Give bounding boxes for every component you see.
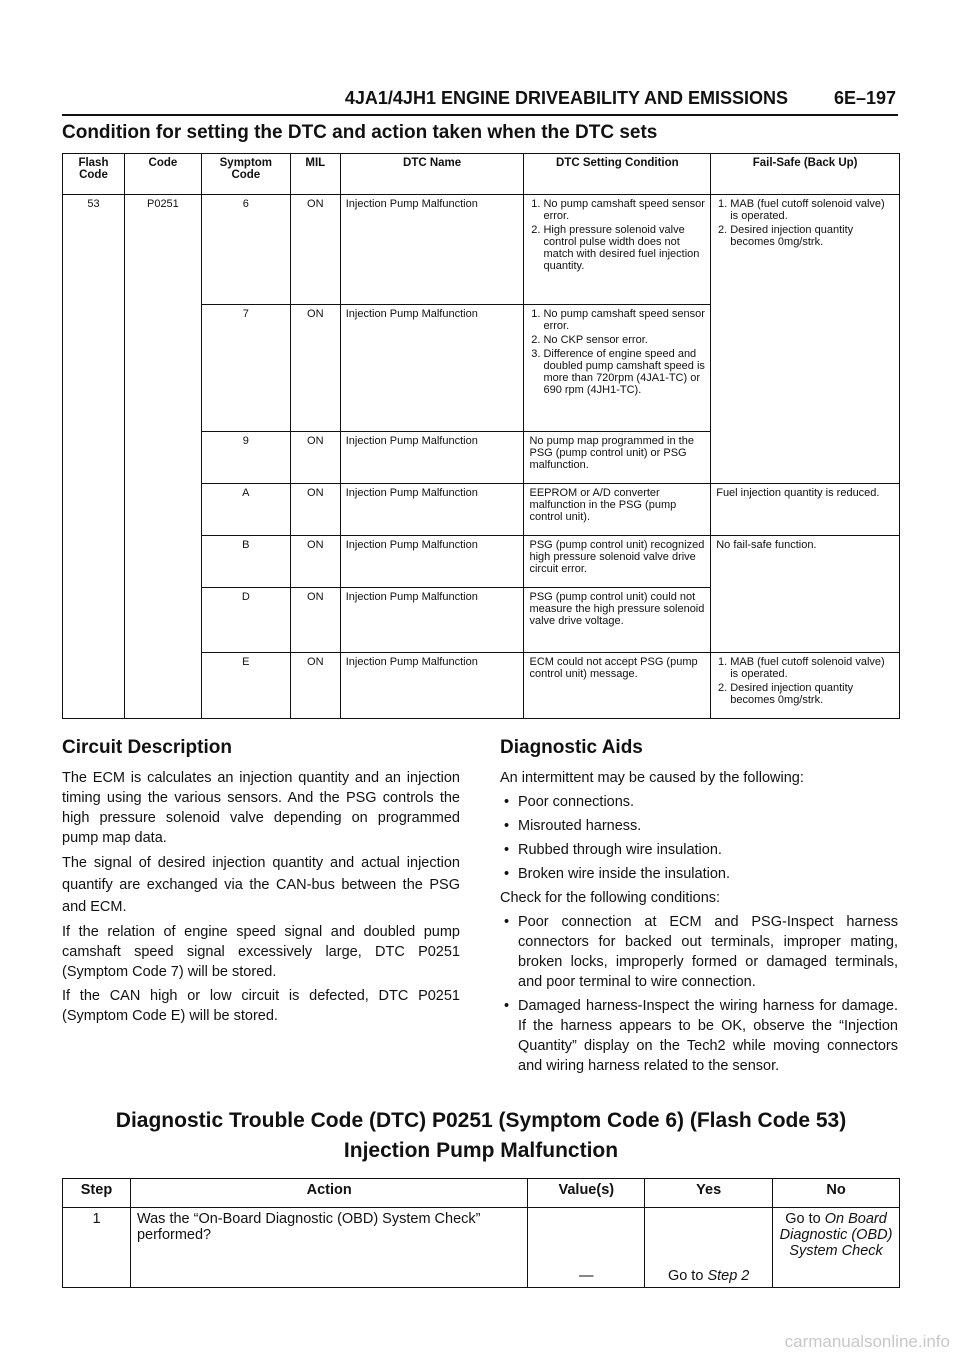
action-cell: Was the “On-Board Diagnostic (OBD) System Check” performed? (130, 1208, 527, 1288)
symptom-cell: B (201, 536, 290, 588)
table-row (63, 1208, 900, 1288)
condition-cell (524, 305, 711, 432)
condition-item: 3. Difference of engine speed and doubled pump camshaft speed is more than 720rpm (4JA1-TC) or 690 rpm (4JH1-TC). (543, 348, 705, 396)
paragraph: If the relation of engine speed signal and doubled pump camshaft speed signal excessively large, DTC P0251 (Symptom Code 7) will be stored. (62, 924, 460, 980)
list-item: • Damaged harness-Inspect the wiring harness for damage. If the harness appears to be OK, observe the “Injection Quantity” display on the Tech2 while moving connectors and wiring harness related to the sensor. (500, 996, 898, 1076)
condition-item: 2. No CKP sensor error. (543, 334, 705, 346)
dtc-name-cell: Injection Pump Malfunction (340, 305, 524, 432)
flash-code-cell: 53 (63, 195, 125, 719)
header-title: 4JA1/4JH1 ENGINE DRIVEABILITY AND EMISSIONS (344, 88, 788, 108)
list-item: • Misrouted harness. (500, 816, 898, 836)
col-values: Value(s) (528, 1179, 645, 1208)
table-header-row (63, 154, 900, 195)
paragraph: If the CAN high or low circuit is defected, DTC P0251 (Symptom Code E) will be stored. (62, 988, 460, 1024)
condition-item: 1. No pump camshaft speed sensor error. (543, 198, 705, 222)
watermark: carmanualsonline.info (784, 1332, 950, 1351)
table-header-row (63, 1179, 900, 1208)
step-cell: 1 (63, 1208, 131, 1288)
mil-cell: ON (290, 536, 340, 588)
list-item: • Rubbed through wire insulation. (500, 840, 898, 860)
dtc-name-cell: Injection Pump Malfunction (340, 536, 524, 588)
dtc-name-cell: Injection Pump Malfunction (340, 588, 524, 653)
condition-item: 1. No pump camshaft speed sensor error. (543, 308, 705, 332)
circuit-heading: Circuit Description (62, 737, 232, 758)
failsafe-item: 1. MAB (fuel cutoff solenoid valve) is operated. (730, 656, 894, 680)
dtc-title-line2: Injection Pump Malfunction (343, 1139, 619, 1162)
checks-list (500, 912, 898, 1076)
no-prefix: Go to (785, 1211, 825, 1227)
condition-cell: No pump map programmed in the PSG (pump control unit) or PSG malfunction. (524, 432, 711, 484)
mil-cell: ON (290, 653, 340, 719)
failsafe-cell (711, 195, 900, 484)
col-action: Action (130, 1179, 527, 1208)
failsafe-cell: Fuel injection quantity is reduced. (711, 484, 900, 536)
col-fail-safe: Fail-Safe (Back Up) (711, 154, 900, 195)
yes-link[interactable]: Step 2 (707, 1268, 750, 1284)
condition-item: 2. High pressure solenoid valve control pulse width does not match with desired fuel injection quantity. (543, 224, 705, 272)
failsafe-item: 2. Desired injection quantity becomes 0mg/strk. (730, 224, 894, 248)
mil-cell: ON (290, 588, 340, 653)
page-header (62, 86, 898, 116)
symptom-cell: D (201, 588, 290, 653)
dtc-name-cell: Injection Pump Malfunction (340, 484, 524, 536)
check-intro: Check for the following conditions: (500, 890, 721, 906)
no-cell (773, 1208, 900, 1288)
mil-cell: ON (290, 305, 340, 432)
list-item: • Poor connections. (500, 792, 898, 812)
yes-prefix: Go to (667, 1268, 708, 1284)
circuit-description (62, 738, 460, 1030)
causes-list (500, 792, 898, 884)
value-cell: — (528, 1208, 645, 1288)
col-symptom-code: Symptom Code (201, 154, 290, 195)
condition-cell: PSG (pump control unit) could not measure the high pressure solenoid valve drive voltage. (524, 588, 711, 653)
failsafe-item: 1. MAB (fuel cutoff solenoid valve) is operated. (730, 198, 894, 222)
symptom-cell: E (201, 653, 290, 719)
mil-cell: ON (290, 432, 340, 484)
diagnostic-steps-table (62, 1178, 900, 1288)
symptom-cell: A (201, 484, 290, 536)
condition-cell: PSG (pump control unit) recognized high pressure solenoid valve drive circuit error. (524, 536, 711, 588)
list-item: • Broken wire inside the insulation. (500, 864, 898, 884)
dtc-name-cell: Injection Pump Malfunction (340, 653, 524, 719)
symptom-cell: 6 (201, 195, 290, 305)
dtc-name-cell: Injection Pump Malfunction (340, 195, 524, 305)
no-link[interactable]: On Board Diagnostic (OBD) System Check (779, 1211, 893, 1259)
col-code: Code (124, 154, 201, 195)
col-mil: MIL (290, 154, 340, 195)
condition-cell: EEPROM or A/D converter malfunction in the PSG (pump control unit). (524, 484, 711, 536)
table-row (63, 195, 900, 305)
condition-heading: Condition for setting the DTC and action taken when the DTC sets (62, 122, 658, 143)
dtc-condition-table (62, 153, 900, 719)
mil-cell: ON (290, 484, 340, 536)
col-flash-code: Flash Code (63, 154, 125, 195)
dtc-section-title (62, 1106, 900, 1166)
condition-cell: ECM could not accept PSG (pump control unit) message. (524, 653, 711, 719)
diagnostic-aids (500, 738, 898, 1080)
col-setting-condition: DTC Setting Condition (524, 154, 711, 195)
condition-cell (524, 195, 711, 305)
dtc-title-line1: Diagnostic Trouble Code (DTC) P0251 (Symptom Code 6) (Flash Code 53) (115, 1109, 847, 1132)
col-yes: Yes (645, 1179, 773, 1208)
col-step: Step (63, 1179, 131, 1208)
failsafe-item: 2. Desired injection quantity becomes 0mg/strk. (730, 682, 894, 706)
symptom-cell: 7 (201, 305, 290, 432)
paragraph: The signal of desired injection quantity and actual injection quantify are exchanged via the CAN-bus between the PSG and ECM. (62, 855, 460, 915)
yes-cell (645, 1208, 773, 1288)
symptom-cell: 9 (201, 432, 290, 484)
list-item: • Poor connection at ECM and PSG-Inspect harness connectors for backed out terminals, improper mating, broken locks, improperly formed or damaged terminals, and poor terminal to wire connection. (500, 912, 898, 992)
paragraph: The ECM is calculates an injection quantity and an injection timing using the various sensors. And the PSG controls the high pressure solenoid valve depending on programmed pump map data. (62, 770, 460, 846)
code-cell: P0251 (124, 195, 201, 719)
page-number: 6E–197 (833, 88, 896, 108)
failsafe-cell: No fail-safe function. (711, 536, 900, 653)
col-no: No (773, 1179, 900, 1208)
aids-heading: Diagnostic Aids (500, 737, 643, 758)
failsafe-cell (711, 653, 900, 719)
aids-intro: An intermittent may be caused by the following: (500, 770, 804, 786)
col-dtc-name: DTC Name (340, 154, 524, 195)
mil-cell: ON (290, 195, 340, 305)
dtc-name-cell: Injection Pump Malfunction (340, 432, 524, 484)
